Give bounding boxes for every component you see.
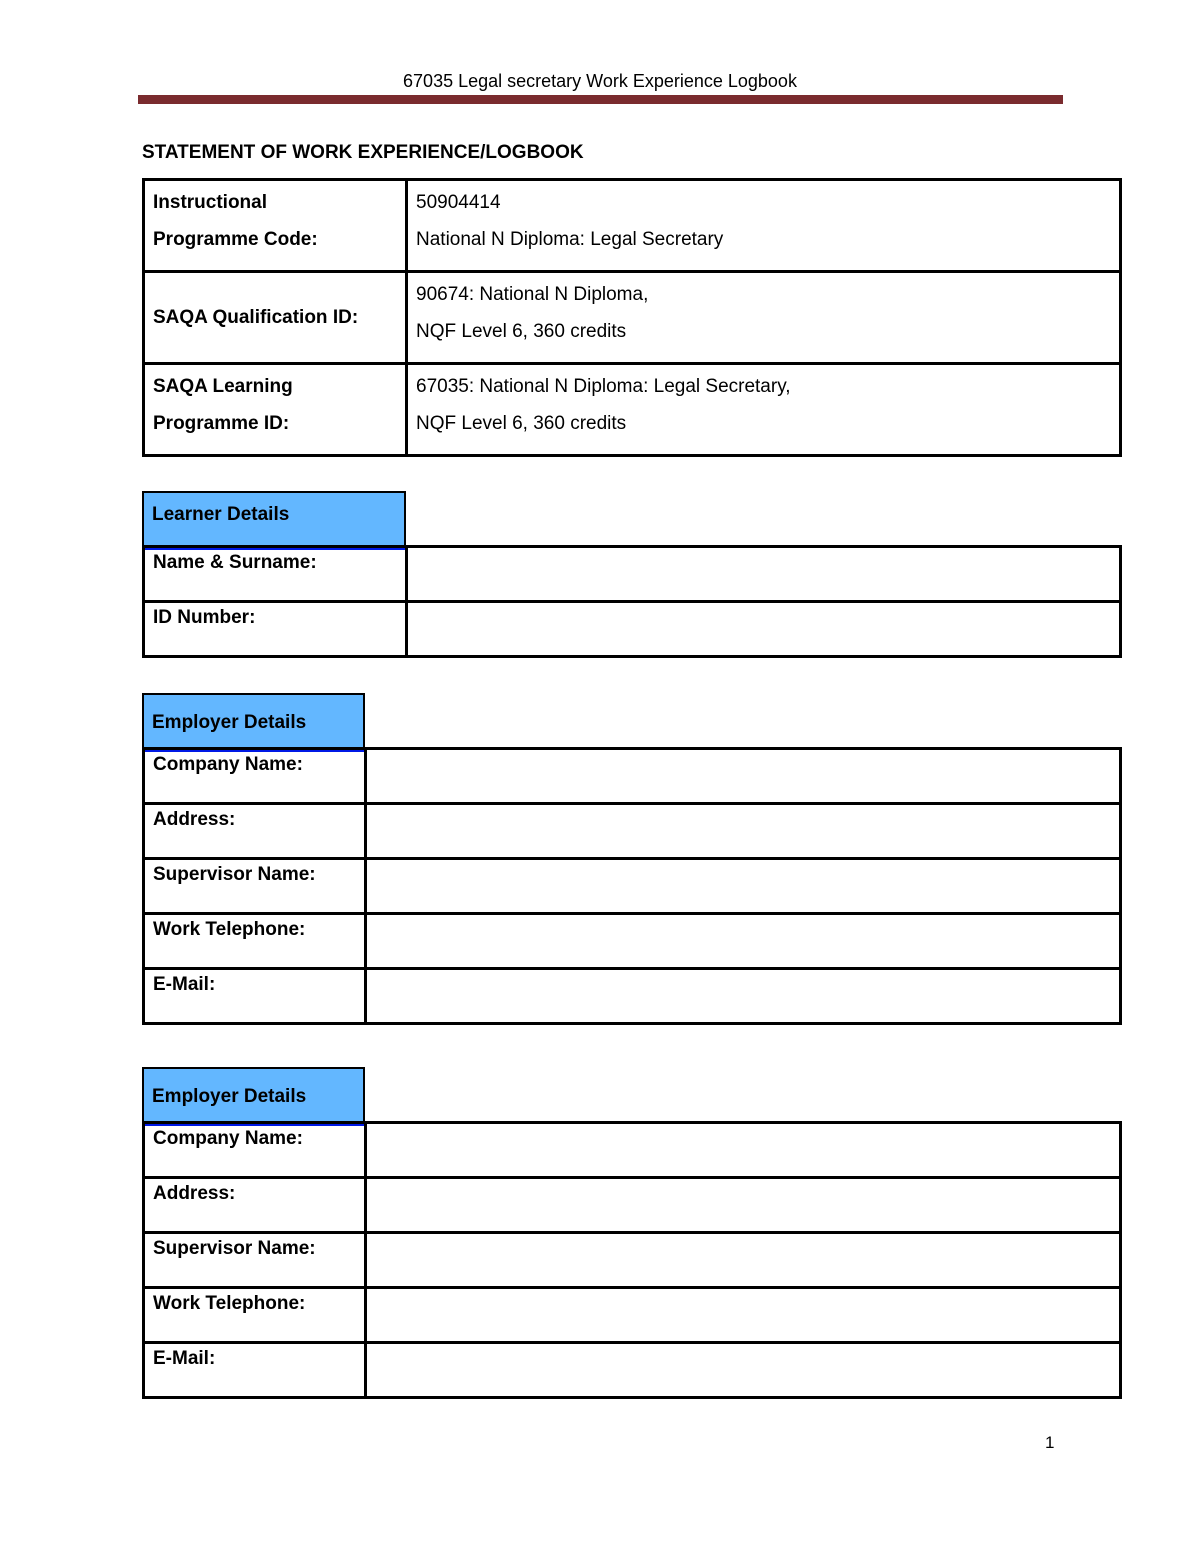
table-row [144,914,1121,969]
work-telephone-label: Work Telephone: [144,914,366,969]
saqa-learning-programme-value: 67035: National N Diploma: Legal Secretary, NQF Level 6, 360 credits [407,364,1121,456]
address-label: Address: [144,1178,366,1233]
employer-details-table-2 [142,1121,1122,1399]
supervisor-name-field[interactable] [366,1233,1121,1288]
employer-details-heading: Employer Details [142,693,365,752]
table-row [144,1123,1121,1178]
table-row [144,1288,1121,1343]
document-title: STATEMENT OF WORK EXPERIENCE/LOGBOOK [142,142,584,163]
saqa-qualification-value: 90674: National N Diploma, NQF Level 6, 360 credits [407,272,1121,364]
header-rule [138,95,1063,104]
page-header: 67035 Legal secretary Work Experience Logbook [403,71,797,91]
table-row [144,1343,1121,1398]
table-row [144,1178,1121,1233]
employer-details-heading-2: Employer Details [142,1067,365,1126]
work-telephone-field[interactable] [366,1288,1121,1343]
address-label: Address: [144,804,366,859]
id-number-field[interactable] [407,602,1121,657]
programme-code-label: Instructional Programme Code: [144,180,407,272]
table-row [144,364,1121,456]
learner-details-table [142,545,1122,658]
address-field[interactable] [366,804,1121,859]
table-row [144,969,1121,1024]
address-field[interactable] [366,1178,1121,1233]
table-row [144,602,1121,657]
name-surname-label: Name & Surname: [144,547,407,602]
email-field[interactable] [366,1343,1121,1398]
email-field[interactable] [366,969,1121,1024]
company-name-label: Company Name: [144,1123,366,1178]
page-number: 1 [1045,1433,1055,1452]
table-row [144,804,1121,859]
employer-details-table [142,747,1122,1025]
work-telephone-field[interactable] [366,914,1121,969]
saqa-qualification-label: SAQA Qualification ID: [144,272,407,364]
table-row [144,1233,1121,1288]
table-row [144,859,1121,914]
learner-details-section [142,491,1122,657]
programme-table [142,178,1122,457]
table-row [144,180,1121,272]
company-name-field[interactable] [366,749,1121,804]
company-name-label: Company Name: [144,749,366,804]
employer-details-section-2 [142,1067,1122,1397]
supervisor-name-field[interactable] [366,859,1121,914]
email-label: E-Mail: [144,969,366,1024]
programme-code-value: 50904414 National N Diploma: Legal Secretary [407,180,1121,272]
learner-details-heading: Learner Details [142,491,406,550]
name-surname-field[interactable] [407,547,1121,602]
supervisor-name-label: Supervisor Name: [144,859,366,914]
saqa-learning-programme-label: SAQA Learning Programme ID: [144,364,407,456]
supervisor-name-label: Supervisor Name: [144,1233,366,1288]
table-row [144,749,1121,804]
table-row [144,547,1121,602]
company-name-field[interactable] [366,1123,1121,1178]
email-label: E-Mail: [144,1343,366,1398]
employer-details-section [142,693,1122,1023]
work-telephone-label: Work Telephone: [144,1288,366,1343]
id-number-label: ID Number: [144,602,407,657]
table-row [144,272,1121,364]
